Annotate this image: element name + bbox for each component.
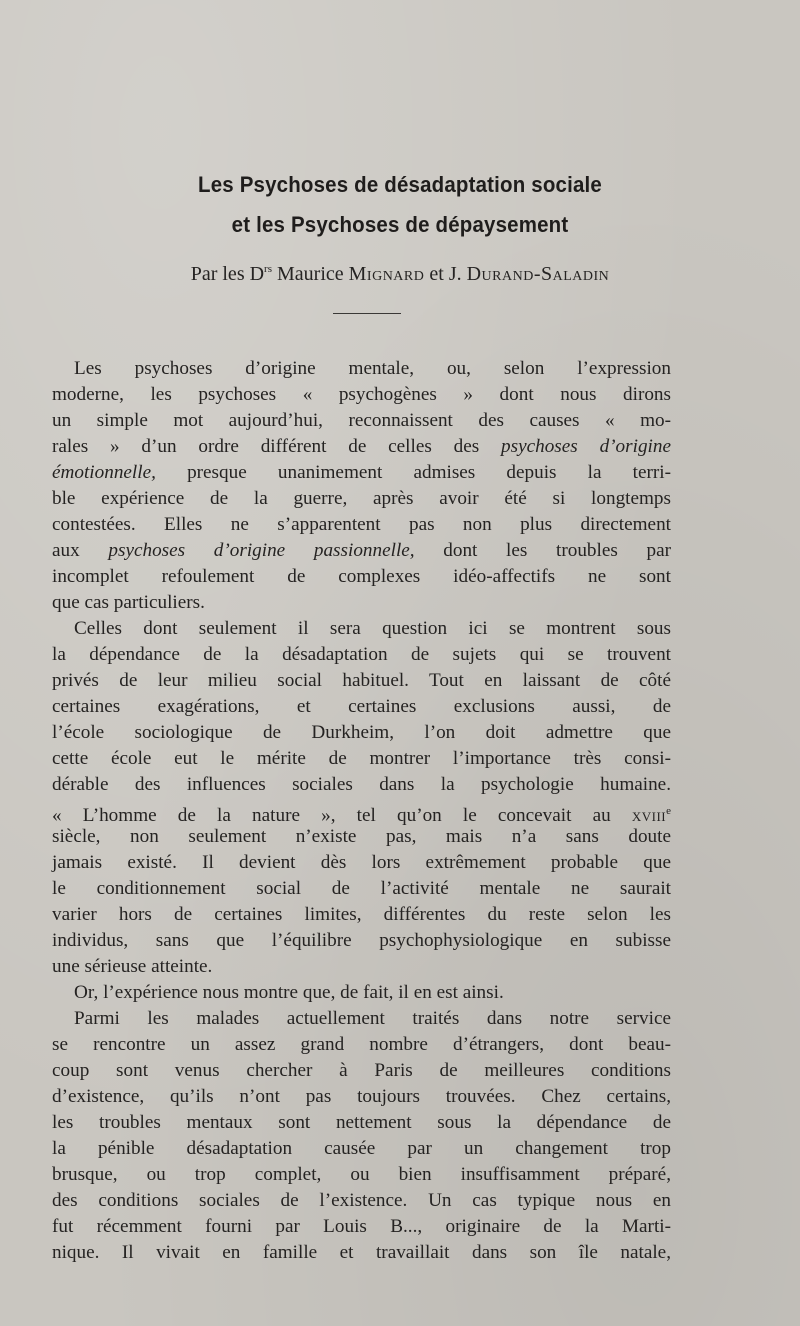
text-line: la dépendance de la désadaptation de sujets qui se trouvent (52, 644, 671, 665)
italic-phrase: psychoses d’origine passionnelle, (108, 540, 415, 561)
author2-last: Durand-Saladin (466, 263, 610, 285)
text-line: les troubles mentaux sont nettement sous la dépendance de (52, 1112, 671, 1133)
text-line: une sérieuse atteinte. (52, 956, 213, 977)
title-separator-rule (333, 313, 401, 314)
text-line: Parmi les malades actuellement traités dans notre service (74, 1008, 671, 1029)
text-line: aux psychoses d’origine passionnelle, dont les troubles par (52, 540, 672, 561)
byline-conjunction: et (429, 263, 444, 285)
byline-prefix: Par les D (190, 263, 265, 285)
text-line: Celles dont seulement il sera question ici se montrent sous (74, 618, 671, 639)
text-line: individus, sans que l’équilibre psychophysiologique en subisse (52, 930, 671, 951)
text-line: contestées. Elles ne s’apparentent pas non plus directement (52, 514, 671, 535)
article-title-line-1: Les Psychoses de désadaptation sociale (198, 172, 602, 197)
text-line: un simple mot aujourd’hui, reconnaissent des causes « mo- (52, 410, 671, 431)
text-line: varier hors de certaines limites, différentes du reste selon les (52, 904, 671, 925)
text-line: « L’homme de la nature », tel qu’on le concevait au xviii$^e$ (52, 805, 671, 826)
text-line: des conditions sociales de l’existence. Un cas typique nous en (52, 1190, 671, 1211)
text-line: certaines exagérations, et certaines exclusions aussi, de (52, 696, 671, 717)
text-line: siècle, non seulement n’existe pas, mais n’a sans doute (52, 826, 671, 847)
text-line: nique. Il vivait en famille et travaillait dans son île natale, (52, 1242, 671, 1263)
text-line: l’école sociologique de Durkheim, l’on doit admettre que (52, 722, 671, 743)
text-line: moderne, les psychoses « psychogènes » dont nous dirons (52, 384, 671, 405)
author1-first: Maurice (277, 263, 344, 285)
text-line: la pénible désadaptation causée par un changement trop (52, 1138, 671, 1159)
text-line: brusque, ou trop complet, ou bien insuffisamment préparé, (52, 1164, 671, 1185)
italic-phrase: émotionnelle, (52, 462, 156, 483)
text-line: émotionnelle, presque unanimement admises depuis la terri- (52, 462, 672, 483)
author2-first: J. (448, 263, 462, 285)
text-line: fut récemment fourni par Louis B..., originaire de la Marti- (52, 1216, 671, 1237)
text-line: privés de leur milieu social habituel. Tout en laissant de côté (52, 670, 671, 691)
author-byline (0, 263, 800, 286)
text-line: dérable des influences sociales dans la psychologie humaine. (52, 774, 671, 795)
author1-last: Mignard (348, 263, 425, 285)
text-line: coup sont venus chercher à Paris de meilleures conditions (52, 1060, 671, 1081)
text-line: ble expérience de la guerre, après avoir été si longtemps (52, 488, 671, 509)
text-line: cette école eut le mérite de montrer l’importance très consi- (52, 748, 671, 769)
text-line: le conditionnement social de l’activité mentale ne saurait (52, 878, 671, 899)
text-line: d’existence, qu’ils n’ont pas toujours trouvées. Chez certains, (52, 1086, 671, 1107)
text-line: Les psychoses d’origine mentale, ou, selon l’expression (74, 358, 671, 379)
text-line: rales » d’un ordre différent de celles des psychoses d’origine (52, 436, 671, 457)
text-line: se rencontre un assez grand nombre d’étrangers, dont beau- (52, 1034, 671, 1055)
text-line: jamais existé. Il devient dès lors extrêmement probable que (52, 852, 671, 873)
text-line: incomplet refoulement de complexes idéo-affectifs ne sont (52, 566, 671, 587)
italic-phrase: psychoses d’origine (501, 436, 671, 457)
article-title-line-2: et les Psychoses de dépaysement (231, 212, 569, 237)
text-line: que cas particuliers. (52, 592, 205, 613)
century-superscript: e (666, 805, 671, 817)
byline-doctors-sup: rs (264, 263, 272, 275)
century-numeral: xviii (631, 805, 667, 826)
text-line: Or, l’expérience nous montre que, de fait, il en est ainsi. (74, 982, 504, 1003)
